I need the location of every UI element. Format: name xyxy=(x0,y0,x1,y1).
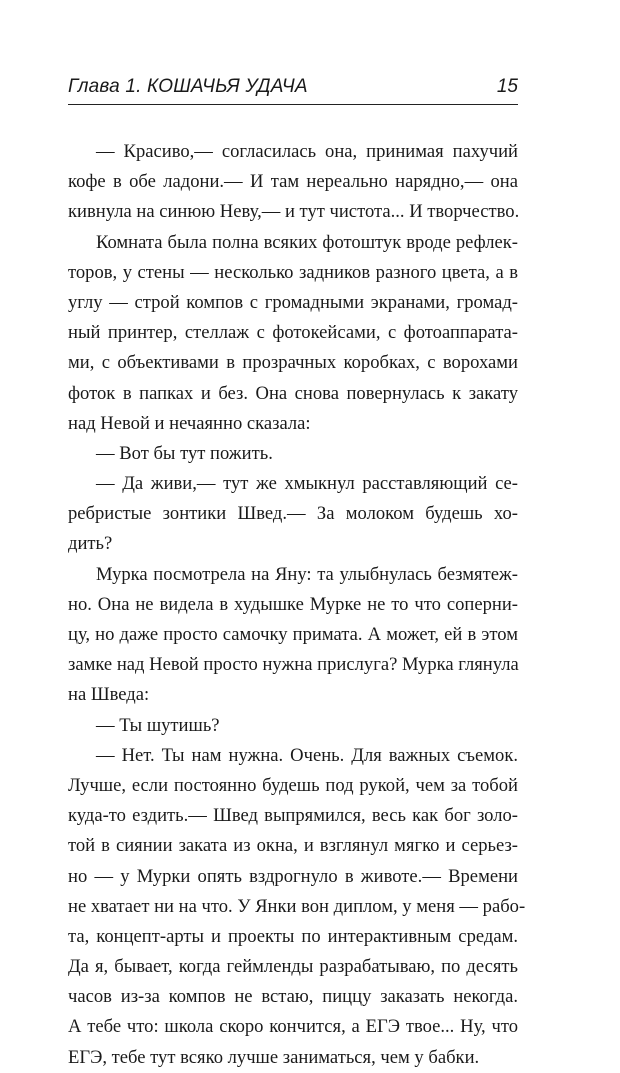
text-line: не хватает ни на что. У Янки вон диплом, у меня — рабо- xyxy=(68,895,526,917)
text-line: Мурка посмотрела на Яну: та улыбнулась безмятеж- xyxy=(96,563,518,585)
text-line: — Да живи,— тут же хмыкнул расставляющий се- xyxy=(96,473,518,495)
text-line: цу, но даже просто самочку примата. А может, ей в этом xyxy=(68,624,518,645)
text-line: кивнула на синюю Неву,— и тут чистота... И творчество. xyxy=(68,201,520,223)
text-line: но — у Мурки опять вздрогнуло в животе.— Времени xyxy=(68,865,518,887)
text-line: — Красиво,— согласилась она, принимая пахучий xyxy=(96,141,518,162)
text-line: Комната была полна всяких фотоштук вроде рефлек- xyxy=(96,231,518,253)
text-line: торов, у стены — несколько задников разного цвета, а в xyxy=(68,261,518,283)
text-line: углу — строй компов с громадными экранами, громад- xyxy=(68,291,518,313)
text-line: куда-то ездить.— Швед выпрямился, весь как бог золо- xyxy=(68,805,518,827)
chapter-title: Глава 1. КОШАЧЬЯ УДАЧА xyxy=(68,76,308,97)
page-number: 15 xyxy=(496,76,518,97)
text-line: ЕГЭ, тебе тут всяко лучше заниматься, чем у бабки. xyxy=(68,1046,480,1068)
text-line: но. Она не видела в худышке Мурке не то что соперни- xyxy=(68,593,518,615)
text-line: Да я, бывает, когда геймленды разрабатываю, по десять xyxy=(68,956,518,978)
text-line: — Ты шутишь? xyxy=(96,714,220,736)
body-text xyxy=(68,137,526,1073)
text-line: дить? xyxy=(68,533,113,555)
text-line: та, концепт-арты и проекты по интерактивным средам. xyxy=(68,925,518,947)
text-line: Лучше, если постоянно будешь под рукой, чем за тобой xyxy=(68,774,518,796)
running-head xyxy=(68,70,518,100)
text-line: А тебе что: школа скоро кончится, а ЕГЭ твое... Ну, что xyxy=(68,1016,518,1038)
text-line: ми, с объективами в прозрачных коробках, с ворохами xyxy=(68,352,518,374)
text-line: — Нет. Ты нам нужна. Очень. Для важных съемок. xyxy=(96,744,518,766)
text-line: часов из-за компов не встаю, пиццу заказать некогда. xyxy=(68,986,518,1008)
text-line: над Невой и нечаянно сказала: xyxy=(68,412,311,434)
text-line: на Шведа: xyxy=(68,684,150,706)
text-line: — Вот бы тут пожить. xyxy=(96,442,273,464)
text-line: той в сиянии заката из окна, и взглянул мягко и серьез- xyxy=(68,835,518,857)
text-line: ребристые зонтики Швед.— За молоком будешь хо- xyxy=(68,503,518,525)
header-rule xyxy=(68,104,518,105)
text-line: ный принтер, стеллаж с фотокейсами, с фотоаппарата- xyxy=(68,322,518,344)
text-line: кофе в обе ладони.— И там нереально нарядно,— она xyxy=(68,171,518,193)
text-line: замке над Невой просто нужна прислуга? Мурка глянула xyxy=(68,654,519,676)
text-line: фоток в папках и без. Она снова повернулась к закату xyxy=(68,382,518,404)
